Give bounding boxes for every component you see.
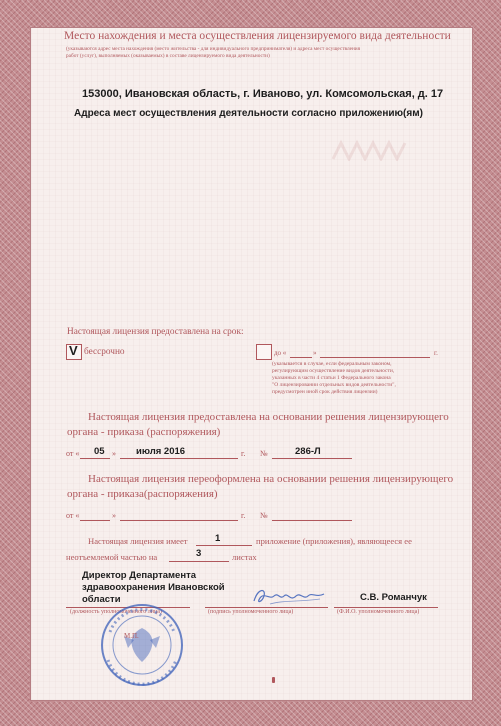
reissue-year-suffix: г. [241,511,246,520]
appendix-count: 1 [215,533,221,544]
reissue-number-sign: № [260,511,268,520]
term-note-line5: предусмотрен иной срок действия лицензии) [272,389,378,395]
signer-position-line1: Директор Департамента [82,570,197,581]
term-indefinite-label: бессрочно [84,347,125,357]
term-until-quote: » [313,349,317,357]
watermark-emblem-icon [331,139,411,161]
basis-month-line [120,458,238,459]
term-until-checkbox [256,344,272,360]
handwritten-signature [250,584,328,608]
term-until-prefix: до « [274,349,287,357]
bottom-mark [272,677,275,683]
term-indefinite-checkbox [66,344,82,360]
term-note-line4: "О лицензировании отдельных видов деятельности", [272,382,396,388]
appendix-text4: листах [232,552,257,562]
basis-day-line [80,458,110,459]
reissue-from: от « [66,511,80,520]
reissue-month-line [120,520,238,521]
basis-from: от « [66,449,80,458]
name-line [334,607,438,608]
seal-place-mark: М.П. [124,632,139,640]
term-note-line3: указанных в части 4 статьи 1 Федерального закона [272,375,391,381]
basis-number: 286-Л [295,446,321,457]
term-month-line [320,357,430,358]
term-note-line1: (указывается в случае, если федеральным законом, [272,361,392,367]
term-note-line2: регулирующим осуществление видов деятельности, [272,368,395,374]
term-heading: Настоящая лицензия предоставлена на срок: [67,327,244,337]
signer-position-line3: области [82,594,121,605]
reissue-day-line [80,520,110,521]
term-day-line [290,357,312,358]
appendix-text2: приложение (приложения), являющееся ее [256,536,412,546]
basis-heading-line2: органа - приказа (распоряжения) [67,426,221,438]
signer-name: С.В. Романчук [360,592,427,603]
caption-signature: (подпись уполномоченного лица) [208,609,294,615]
reissue-heading-line1: Настоящая лицензия переоформлена на основании решения лицензирующего [88,473,454,485]
basis-close-quote: » [112,449,116,458]
basis-year-suffix: г. [241,449,246,458]
basis-number-sign: № [260,449,268,458]
reissue-number-line [272,520,352,521]
appendix-count-line [196,545,252,546]
place-note-line2: работ (услуг), выполняемых (оказываемых) в составе лицензируемого вида деятельности) [66,53,270,59]
place-note-line1: (указываются адрес места нахождения (место жительства - для индивидуального предпринимателя) и адреса мест осуществления [66,46,361,52]
basis-number-line [272,458,352,459]
term-year-suffix: г. [434,349,438,357]
basis-month: июля 2016 [136,446,186,457]
caption-name: (Ф.И.О. уполномоченного лица) [337,609,420,615]
appendix-text1: Настоящая лицензия имеет [88,536,188,546]
reissue-close-quote: » [112,511,116,520]
addresses-reference: Адреса мест осуществления деятельности согласно приложению(ям) [74,108,423,119]
caption-position: (должность уполномоченного лица) [70,609,162,615]
basis-heading-line1: Настоящая лицензия предоставлена на основании решения лицензирующего [88,411,449,423]
official-seal-stamp-icon [88,602,196,688]
basis-day: 05 [94,446,105,457]
signer-position-line2: здравоохранения Ивановской [82,582,225,593]
checkbox-mark: V [69,343,78,358]
reissue-heading-line2: органа - приказа(распоряжения) [67,488,218,500]
license-address: 153000, Ивановская область, г. Иваново, ул. Комсомольская, д. 17 [82,88,444,100]
appendix-sheets: 3 [196,548,202,559]
place-heading: Место нахождения и места осуществления лицензируемого вида деятельности [64,30,451,42]
appendix-text3: неотъемлемой частью на [66,552,158,562]
appendix-sheets-line [169,561,229,562]
